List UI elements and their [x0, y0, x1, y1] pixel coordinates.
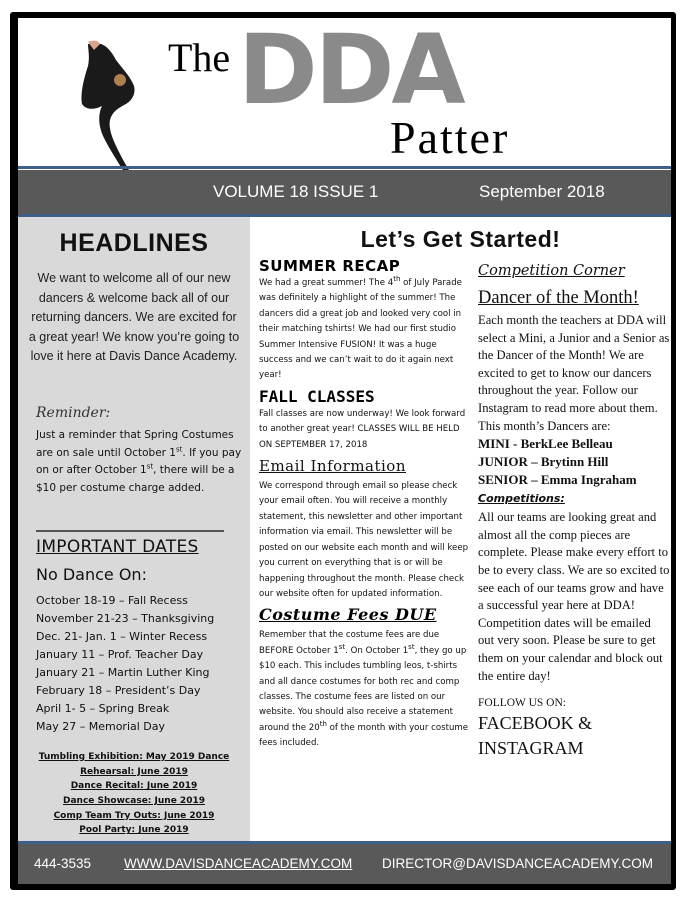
middle-column	[259, 256, 471, 752]
dancer-of-month-text: Each month the teachers at DDA will select a Mini, a Junior and a Senior as the Dancer of the Month! We are excited to get to know our dancers throughout the year. Follow our Instagram to read more about them. This month’s Dancers are:	[478, 313, 670, 433]
logo-dda-text: DDA	[238, 18, 463, 126]
competition-corner-heading: Competition Corner	[478, 263, 625, 279]
reminder-text: Just a reminder that Spring Costumes are on sale until October 1st. If you pay on or after October 1st, there will be a $10 per costume charge added.	[36, 429, 242, 494]
no-dance-item: May 27 – Memorial Day	[36, 720, 166, 733]
email-info-heading: Email Information	[259, 457, 407, 476]
no-dance-list	[36, 592, 214, 736]
email-info-text: We correspond through email so please check your email often. You will receive a monthly statement, this newsletter and other important information via email. This newsletter will be posted on our website each month and will keep you current on everything that is or will be happening throughout the month. Please check our website often for updated information.	[259, 481, 469, 599]
right-column	[478, 258, 670, 761]
fall-classes-text: Fall classes are now underway! We look forward to another great year! CLASSES WILL BE HELD ON SEPTEMBER 17, 2018	[259, 408, 466, 450]
main-title: Let’s Get Started!	[360, 226, 561, 252]
dancer-senior: SENIOR – Emma Ingraham	[478, 472, 637, 488]
no-dance-item: January 11 – Prof. Teacher Day	[36, 648, 204, 661]
dancer-mini: MINI - BerkLee Belleau	[478, 436, 613, 452]
no-dance-item: January 21 – Martin Luther King	[36, 666, 210, 679]
headlines-title: HEADLINES	[59, 229, 209, 257]
issue-bar	[18, 170, 671, 214]
upcoming-events	[18, 750, 250, 838]
event-item: Pool Party: June 2019	[79, 825, 189, 836]
volume-issue: VOLUME 18 ISSUE 1	[213, 182, 379, 201]
dancer-image	[58, 38, 168, 178]
follow-us-label: FOLLOW US ON:	[478, 697, 566, 710]
headlines-intro: We want to welcome all of our new dancers & welcome back all of our returning dancers. We are excited for a great year! We know you’re going to love it here at Davis Dance Academy.	[28, 271, 240, 363]
costume-fees-text: Remember that the costume fees are due BEFORE October 1st. On October 1st, they go up $10 each. This includes tumbling leos, t-shirts and all dance costumes for both rec and comp classes. The costume fees are listed on our website. You should also receive a statement around the 20th of the month with your costume fees included.	[259, 630, 469, 749]
headlines-sidebar	[18, 217, 250, 841]
summer-recap-heading: SUMMER RECAP	[259, 257, 401, 275]
competitions-heading: Competitions:	[478, 492, 565, 506]
no-dance-title: No Dance On:	[36, 565, 147, 584]
logo-the-text: The	[168, 35, 231, 80]
event-item: Tumbling Exhibition: May 2019 Dance	[38, 752, 230, 762]
social-facebook: FACEBOOK &	[478, 713, 593, 734]
event-item: Dance Showcase: June 2019	[63, 796, 205, 807]
no-dance-item: April 1- 5 – Spring Break	[36, 702, 170, 715]
header-rule-top	[18, 166, 671, 169]
logo-patter-text: Patter	[390, 112, 510, 163]
contact-footer	[18, 844, 671, 884]
email-address[interactable]: DIRECTOR@DAVISDANCEACADEMY.COM	[382, 856, 653, 871]
dancer-junior: JUNIOR – Brytinn Hill	[478, 454, 609, 470]
fall-classes-heading: FALL CLASSES	[259, 386, 375, 406]
event-item: Comp Team Try Outs: June 2019	[53, 810, 215, 821]
issue-date: September 2018	[479, 182, 605, 201]
summer-recap-text: We had a great summer! The 4th of July Parade was definitely a highlight of the summer! The dancers did a great job and looked very cool in their matching tshirts! We had our first studio Summer Intensive FUSION! It was a huge success and we can’t wait to do it again next year!	[259, 275, 462, 381]
sidebar-divider	[36, 530, 224, 532]
reminder-title: Reminder:	[36, 405, 111, 421]
social-instagram: INSTAGRAM	[478, 738, 584, 759]
important-dates-title: IMPORTANT DATES	[36, 537, 199, 557]
costume-fees-heading: Costume Fees DUE	[259, 605, 437, 625]
no-dance-item: October 18-19 – Fall Recess	[36, 594, 188, 607]
newsletter-page	[18, 18, 671, 884]
no-dance-item: Dec. 21- Jan. 1 – Winter Recess	[36, 630, 208, 643]
no-dance-item: November 21-23 – Thanksgiving	[36, 612, 215, 625]
website-link[interactable]: WWW.DAVISDANCEACADEMY.COM	[124, 856, 353, 871]
no-dance-item: February 18 – President’s Day	[36, 684, 201, 697]
masthead	[18, 18, 671, 166]
event-item: Dance Recital: June 2019	[70, 781, 198, 792]
dancer-of-month-heading: Dancer of the Month!	[478, 288, 639, 308]
competitions-text: All our teams are looking great and almost all the comp pieces are complete. Please make every effort to be to every class. We are so excited to see each of our teams grow and have a successful year here at DDA! Competition dates will be emailed out very soon. Please be sure to get them on your calendar and block out the entire day!	[478, 510, 670, 683]
event-item: Rehearsal: June 2019	[80, 766, 188, 777]
phone-number: 444-3535	[34, 856, 92, 871]
